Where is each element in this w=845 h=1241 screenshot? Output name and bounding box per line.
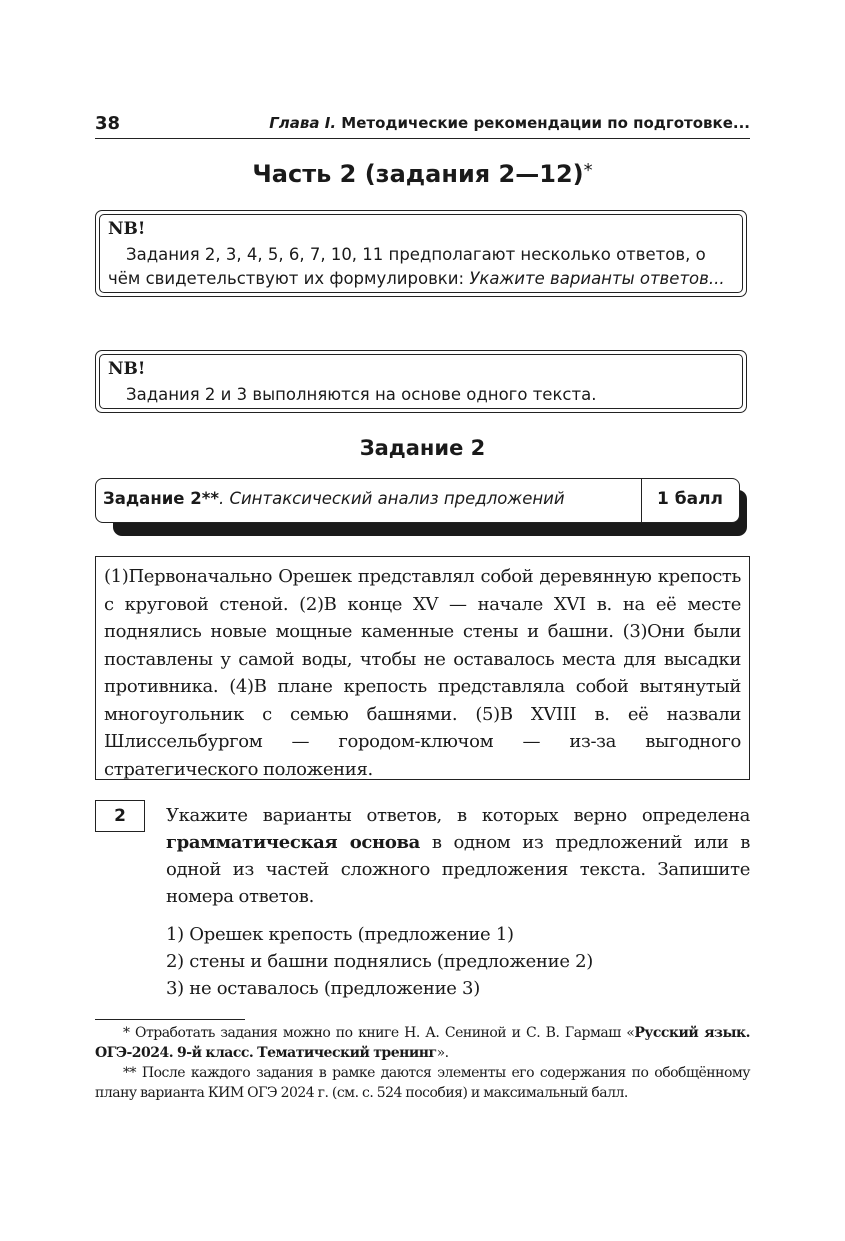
nb-box-multiple-answers	[95, 210, 747, 297]
footnote-2: ** После каждого задания в рамке даются элементы его содержания по обобщённому плану варианта КИМ ОГЭ 2024 г. (см. с. 524 пособия) и максимальный балл.	[95, 1065, 750, 1101]
footnote-divider	[95, 1019, 245, 1020]
task-score: 1 балл	[657, 489, 723, 509]
task-box	[95, 478, 740, 523]
chapter-label: Глава I.	[269, 114, 337, 132]
nb-text-plain: Задания 2 и 3 выполняются на основе одного текста.	[126, 385, 597, 404]
part-title	[95, 160, 750, 188]
task-question	[166, 802, 750, 910]
footnote-1-end: ».	[436, 1045, 449, 1061]
answer-option-1: 1) Орешек крепость (предложение 1)	[166, 924, 514, 945]
nb-text-italic: Укажите варианты ответов...	[469, 269, 725, 288]
nb-label: NB!	[108, 219, 146, 239]
nb-text-plain: Задания 2, 3, 4, 5, 6, 7, 10, 11 предполагают несколько ответов, о чём свидетельствуют их формулировки:	[108, 245, 706, 288]
answer-option-3: 3) не оставалось (предложение 3)	[166, 978, 480, 999]
nb-label: NB!	[108, 359, 146, 379]
source-text: (1)Первоначально Орешек представлял собой деревянную крепость с круговой стеной. (2)В конце XV — начале XVI в. на её месте поднялись новые мощные каменные стены и башни. (3)Они были поставлены у самой воды, чтобы не оставалось места для высадки противника. (4)В плане крепость представляла собой вытянутый многоугольник с семью башнями. (5)В XVIII в. её назвали Шлиссельбургом — городом-ключом — из-за выгодного стратегического положения.	[95, 556, 750, 780]
running-header	[95, 110, 750, 139]
footnote-1	[95, 1023, 750, 1063]
answer-options	[166, 921, 593, 1002]
footnote-1-text: * Отработать задания можно по книге Н. А. Сениной и С. В. Гармаш «	[123, 1025, 635, 1041]
task-question-text-end: в одном из предложений или в одной из частей сложного предложения текста. Запишите номера ответов.	[166, 832, 750, 907]
part-title-text: Часть 2 (задания 2—12)	[252, 160, 584, 188]
task-heading: Задание 2	[359, 436, 486, 460]
footnotes	[95, 1023, 750, 1103]
task-box-title	[103, 489, 565, 508]
nb-text	[108, 383, 732, 407]
nb-box-shared-text	[95, 350, 747, 413]
task-question-keyword: грамматическая основа	[166, 832, 420, 853]
nb-text	[108, 243, 732, 291]
task-box-title-italic: . Синтаксический анализ предложений	[218, 489, 565, 508]
footnote-1-book-title: Русский язык. ОГЭ-2024. 9-й класс. Тематический тренинг	[95, 1025, 750, 1061]
task-box-title-bold: Задание 2**	[103, 489, 219, 508]
task-number: 2	[95, 800, 145, 832]
part-title-footnote-mark: *	[583, 160, 593, 181]
chapter-title: Методические рекомендации по подготовке...	[336, 114, 750, 132]
running-head	[269, 114, 750, 132]
answer-option-2: 2) стены и башни поднялись (предложение 2)	[166, 951, 593, 972]
page-number: 38	[95, 113, 121, 134]
task-question-text: Укажите варианты ответов, в которых верно определена	[166, 805, 750, 826]
